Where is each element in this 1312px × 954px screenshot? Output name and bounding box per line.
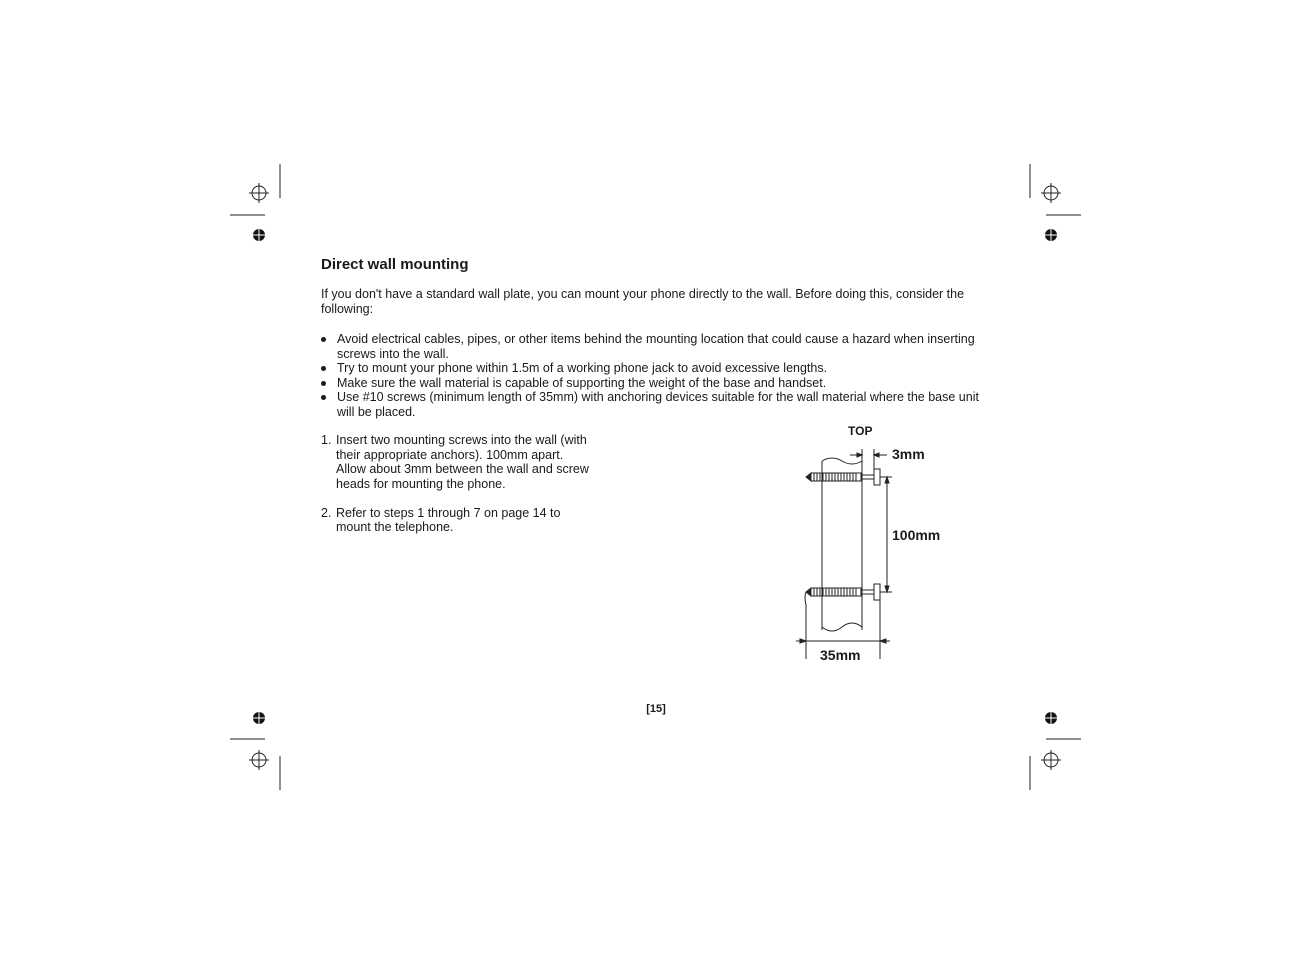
registration-dot-icon xyxy=(253,712,265,724)
spacing-dimension xyxy=(880,477,892,592)
lower-screw-icon xyxy=(806,584,880,600)
steps-list xyxy=(321,433,591,549)
registration-target-icon xyxy=(1041,750,1061,770)
considerations-list xyxy=(321,332,991,419)
intro-paragraph: If you don't have a standard wall plate, you can mount your phone directly to the wall. Before doing this, consider the following: xyxy=(321,287,965,316)
bullet-icon xyxy=(321,366,326,371)
registration-dot-icon xyxy=(1045,712,1057,724)
page-number: [15] xyxy=(646,703,666,715)
section-heading: Direct wall mounting xyxy=(321,256,469,273)
list-item: Make sure the wall material is capable of supporting the weight of the base and handset. xyxy=(321,376,991,391)
bullet-icon xyxy=(321,337,326,342)
step-item xyxy=(321,506,591,535)
spacing-label: 100mm xyxy=(892,527,941,543)
length-label: 35mm xyxy=(820,647,861,663)
wall-mounting-diagram xyxy=(780,415,980,675)
step-text: Refer to steps 1 through 7 on page 14 to mount the telephone. xyxy=(336,505,561,534)
gap-dimension xyxy=(850,449,887,469)
step-text: Insert two mounting screws into the wall (with their appropriate anchors). 100mm apart. Allow about 3mm between the wall and screw heads for mounting the phone. xyxy=(336,433,589,491)
registration-target-icon xyxy=(249,750,269,770)
step-item xyxy=(321,433,591,491)
list-item: Use #10 screws (minimum length of 35mm) with anchoring devices suitable for the wall material where the base unit will be placed. xyxy=(321,390,991,419)
registration-target-icon xyxy=(249,183,269,203)
bullet-icon xyxy=(321,381,326,386)
bullet-icon xyxy=(321,395,326,400)
list-item: Try to mount your phone within 1.5m of a working phone jack to avoid excessive lengths. xyxy=(321,361,991,376)
registration-dot-icon xyxy=(1045,229,1057,241)
registration-target-icon xyxy=(1041,183,1061,203)
registration-dot-icon xyxy=(253,229,265,241)
wall-section xyxy=(822,458,862,631)
step-number: 2. xyxy=(321,505,332,520)
step-number: 1. xyxy=(321,433,332,447)
gap-label: 3mm xyxy=(892,446,925,462)
top-label: TOP xyxy=(848,424,873,438)
list-item: Avoid electrical cables, pipes, or other items behind the mounting location that could cause a hazard when inserting screws into the wall. xyxy=(321,332,991,361)
upper-screw-icon xyxy=(806,469,880,485)
